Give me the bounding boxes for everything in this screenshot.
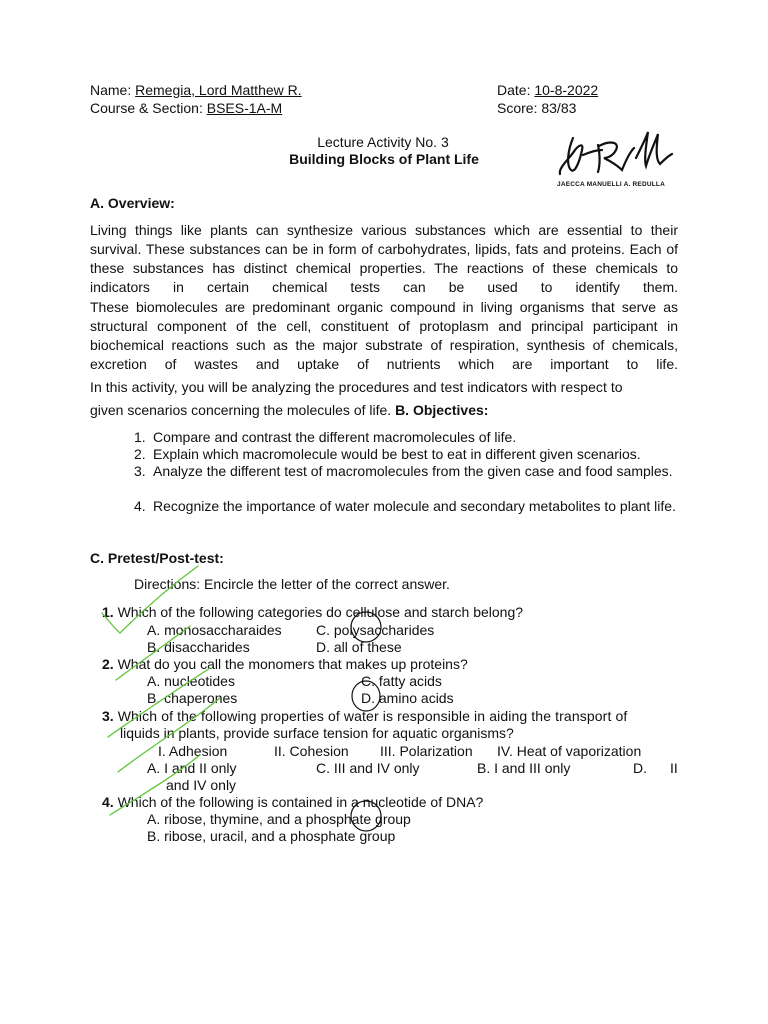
course-label: Course & Section: bbox=[90, 100, 207, 116]
score-value: 83/83 bbox=[541, 100, 577, 116]
objective-item bbox=[134, 446, 678, 463]
q3-item-ii: II. Cohesion bbox=[274, 743, 349, 759]
objective-number: 4. bbox=[134, 498, 146, 514]
objective-text: Compare and contrast the different macromolecules of life. bbox=[153, 429, 517, 445]
question-2 bbox=[102, 656, 468, 672]
name-line bbox=[90, 82, 302, 98]
question-text: What do you call the monomers that makes up proteins? bbox=[113, 656, 468, 672]
p3-line2-text: given scenarios concerning the molecules of life. bbox=[90, 402, 396, 418]
objective-item bbox=[134, 498, 678, 515]
q1-option-d[interactable]: D. all of these bbox=[316, 639, 402, 655]
objective-text: Recognize the importance of water molecule and secondary metabolites to plant life. bbox=[153, 498, 676, 514]
question-number: 1. bbox=[102, 604, 114, 620]
name-value: Remegia, Lord Matthew R. bbox=[135, 82, 302, 98]
pretest-heading: C. Pretest/Post-test: bbox=[90, 550, 224, 566]
q3-item-i: I. Adhesion bbox=[158, 743, 228, 759]
q3-option-b[interactable]: B. I and III only bbox=[477, 760, 571, 776]
q2-option-b[interactable]: B. chaperones bbox=[147, 690, 238, 706]
question-3 bbox=[102, 708, 678, 724]
overview-heading: A. Overview: bbox=[90, 195, 175, 211]
q3-option-d-continued: and IV only bbox=[166, 777, 237, 793]
question-text: Which of the following categories do cellulose and starch belong? bbox=[113, 604, 524, 620]
pretest-directions: Directions: Encircle the letter of the correct answer. bbox=[134, 576, 450, 592]
objective-number: 3. bbox=[134, 463, 146, 479]
course-value: BSES-1A-M bbox=[206, 100, 283, 116]
objective-item bbox=[134, 463, 678, 480]
q2-option-d[interactable]: D. amino acids bbox=[361, 690, 454, 706]
q3-item-iv: IV. Heat of vaporization bbox=[497, 743, 642, 759]
date-value: 10-8-2022 bbox=[534, 82, 599, 98]
objective-number: 2. bbox=[134, 446, 146, 462]
objective-number: 1. bbox=[134, 429, 146, 445]
question-number: 2. bbox=[102, 656, 114, 672]
overview-paragraph-1: Living things like plants can synthesize various substances which are essential to their survival. These substances can be in form of carbohydrates, lipids, fats and proteins. Each of these substances has distinct chemical properties. The reactions of these chemicals to indicators in certain chemical tests can be used to identify them. bbox=[90, 222, 678, 295]
overview-paragraph-2: These biomolecules are predominant organic compound in living organisms that serve as structural component of the cell, constituent of protoplasm and principal participant in biochemical reactions such as the major substrate of respiration, synthesis of chemicals, excretion of wastes and uptake of nutrients which are important to life. bbox=[90, 299, 678, 372]
q1-option-a[interactable]: A. monosaccharaides bbox=[147, 622, 282, 638]
date-line bbox=[497, 82, 598, 98]
question-text: Which of the following is contained in a nucleotide of DNA? bbox=[113, 794, 484, 810]
q3-option-d[interactable]: D. bbox=[633, 760, 647, 776]
page-title bbox=[0, 151, 768, 167]
lecture-activity-title bbox=[0, 134, 768, 150]
q2-option-c[interactable]: C. fatty acids bbox=[361, 673, 442, 689]
name-label: Name: bbox=[90, 82, 136, 98]
score-label: Score: bbox=[497, 100, 542, 116]
question-3-line2: liquids in plants, provide surface tension for aquatic organisms? bbox=[120, 725, 514, 741]
q1-option-b[interactable]: B. disaccharides bbox=[147, 639, 250, 655]
q3-option-c[interactable]: C. III and IV only bbox=[316, 760, 420, 776]
date-label: Date: bbox=[497, 82, 535, 98]
objective-item bbox=[134, 429, 678, 446]
signature-name: JAECCA MANUELLI A. REDULLA bbox=[557, 181, 665, 188]
objective-text: Explain which macromolecule would be best to eat in different given scenarios. bbox=[153, 446, 641, 462]
question-text: Which of the following properties of water is responsible in aiding the transport of bbox=[113, 708, 628, 724]
q4-option-b[interactable]: B. ribose, uracil, and a phosphate group bbox=[147, 828, 396, 844]
title-line2: Building Blocks of Plant Life bbox=[289, 151, 479, 167]
question-1 bbox=[102, 604, 523, 620]
objectives-heading: B. Objectives: bbox=[395, 402, 489, 418]
q2-option-a[interactable]: A. nucleotides bbox=[147, 673, 235, 689]
course-line bbox=[90, 100, 297, 116]
q3-option-d-part: II bbox=[670, 760, 678, 776]
objective-text: Analyze the different test of macromolecules from the given case and food samples. bbox=[153, 463, 673, 479]
q1-option-c[interactable]: C. polysaccharides bbox=[316, 622, 435, 638]
question-number: 4. bbox=[102, 794, 114, 810]
overview-paragraph-3-line1 bbox=[90, 379, 678, 395]
overview-paragraph-3-line2 bbox=[90, 402, 488, 418]
q3-item-iii: III. Polarization bbox=[380, 743, 473, 759]
question-4 bbox=[102, 794, 483, 810]
title-line1: Lecture Activity No. 3 bbox=[317, 134, 449, 150]
q4-option-a[interactable]: A. ribose, thymine, and a phosphate group bbox=[147, 811, 411, 827]
score-line bbox=[497, 100, 576, 116]
question-number: 3. bbox=[102, 708, 114, 724]
q3-option-a[interactable]: A. I and II only bbox=[147, 760, 237, 776]
p3-line1-text: In this activity, you will be analyzing the procedures and test indicators with respect to bbox=[90, 379, 623, 395]
